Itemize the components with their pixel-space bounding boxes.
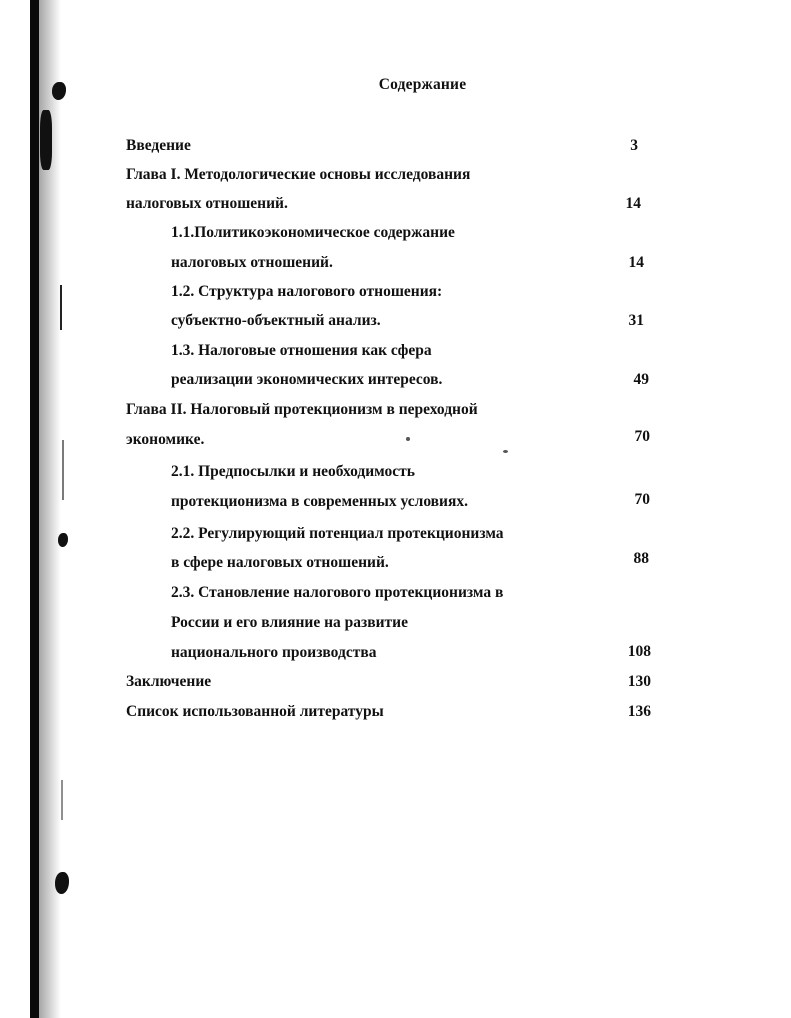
toc-entry-line: 1.2. Структура налогового отношения: xyxy=(171,283,443,300)
toc-entry-line: 2.1. Предпосылки и необходимость xyxy=(171,463,415,480)
toc-entry-line: налоговых отношений. xyxy=(171,254,333,271)
scan-streak xyxy=(62,440,64,500)
toc-page-number: 31 xyxy=(628,312,644,329)
toc-entry-line: 1.3. Налоговые отношения как сфера xyxy=(171,342,432,359)
scan-speck xyxy=(503,450,508,453)
toc-page-number: 14 xyxy=(628,254,644,271)
toc-entry-line: 2.2. Регулирующий потенциал протекционизма xyxy=(171,525,504,542)
scan-speck xyxy=(406,437,410,441)
page-title: Содержание xyxy=(378,76,467,93)
toc-entry-line: Глава I. Методологические основы исследования xyxy=(126,166,471,183)
scan-blot xyxy=(58,533,68,547)
toc-entry-line: России и его влияние на развитие xyxy=(171,614,408,631)
toc-entry-line: в сфере налоговых отношений. xyxy=(171,554,389,571)
toc-entry-line: Заключение xyxy=(126,673,212,690)
toc-page-number: 70 xyxy=(634,491,650,508)
toc-page-number: 88 xyxy=(633,550,649,567)
toc-entry-line: Введение xyxy=(126,137,191,154)
toc-entry-line: Список использованной литературы xyxy=(126,703,384,720)
toc-entry-line: экономике. xyxy=(126,431,205,448)
toc-entry-line: субъектно-объектный анализ. xyxy=(171,312,381,329)
scan-blot xyxy=(40,110,52,170)
toc-page-number: 70 xyxy=(634,428,650,445)
scan-streak xyxy=(60,285,62,330)
toc-entry-line: реализации экономических интересов. xyxy=(171,371,443,388)
scan-streak xyxy=(61,780,63,820)
toc-entry-line: Глава II. Налоговый протекционизм в переходной xyxy=(126,401,478,418)
toc-page-number: 14 xyxy=(625,195,641,212)
toc-entry-line: налоговых отношений. xyxy=(126,195,288,212)
toc-page-number: 130 xyxy=(627,673,651,690)
toc-entry-line: 2.3. Становление налогового протекционизма в xyxy=(171,584,504,601)
toc-entry-line: 1.1.Политикоэкономическое содержание xyxy=(171,224,455,241)
toc-page-number: 108 xyxy=(627,643,651,660)
toc-page-number: 49 xyxy=(633,371,649,388)
toc-page-number: 136 xyxy=(627,703,651,720)
scan-blot xyxy=(55,872,69,894)
scan-binding-edge xyxy=(30,0,39,1018)
toc-page-number: 3 xyxy=(630,137,638,154)
toc-entry-line: национального производства xyxy=(171,644,377,661)
toc-entry-line: протекционизма в современных условиях. xyxy=(171,493,468,510)
